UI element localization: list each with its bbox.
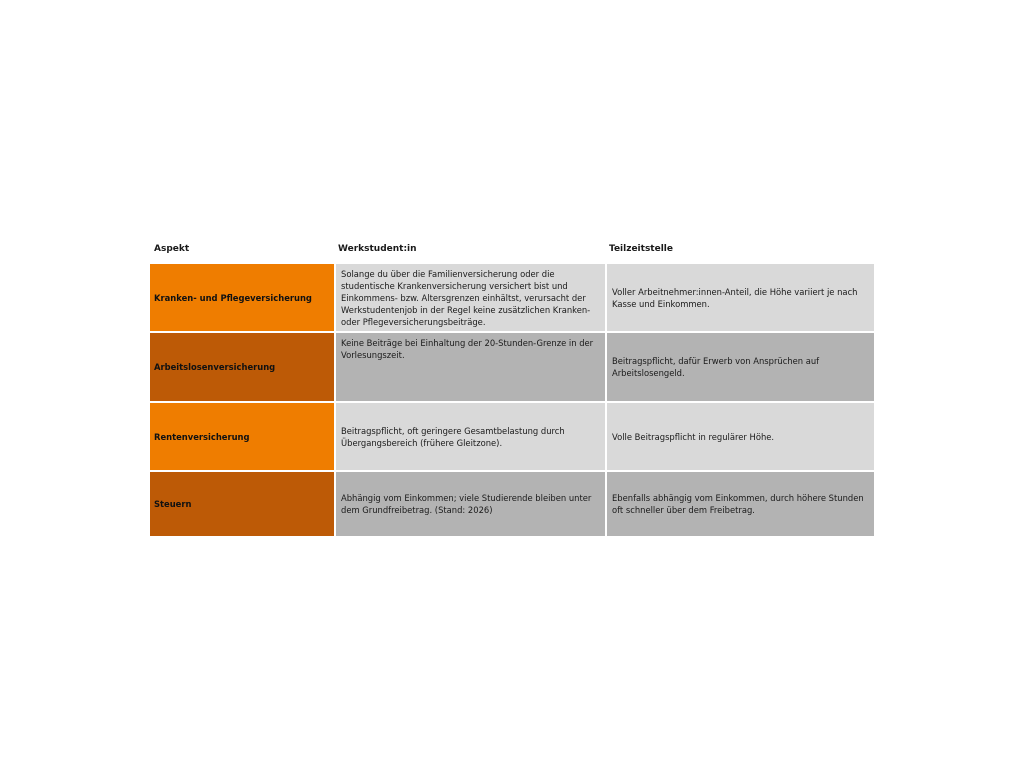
teilzeit-cell: Ebenfalls abhängig vom Einkommen, durch höhere Stunden oft schneller über dem Freibetrag. <box>605 472 874 536</box>
row-label: Steuern <box>150 472 334 536</box>
row-label: Rentenversicherung <box>150 403 334 470</box>
table-header-row <box>150 236 874 262</box>
header-werkstudent: Werkstudent:in <box>338 244 417 254</box>
werkstudent-cell: Keine Beiträge bei Einhaltung der 20-Stunden-Grenze in der Vorlesungszeit. <box>334 333 605 401</box>
teilzeit-cell: Voller Arbeitnehmer:innen-Anteil, die Höhe variiert je nach Kasse und Einkommen. <box>605 264 874 331</box>
werkstudent-cell: Abhängig vom Einkommen; viele Studierende bleiben unter dem Grundfreibetrag. (Stand: 2026) <box>334 472 605 536</box>
comparison-table <box>150 236 874 536</box>
table-row <box>150 333 874 401</box>
table-row <box>150 472 874 536</box>
header-aspekt: Aspekt <box>154 244 190 254</box>
row-label: Arbeitslosenversicherung <box>150 333 334 401</box>
teilzeit-cell: Volle Beitragspflicht in regulärer Höhe. <box>605 403 874 470</box>
werkstudent-cell: Beitragspflicht, oft geringere Gesamtbelastung durch Übergangsbereich (frühere Gleitzone). <box>334 403 605 470</box>
header-teilzeit: Teilzeitstelle <box>609 244 673 254</box>
row-label: Kranken- und Pflegeversicherung <box>150 264 334 331</box>
table-row <box>150 403 874 470</box>
table-row <box>150 264 874 331</box>
teilzeit-cell: Beitragspflicht, dafür Erwerb von Ansprüchen auf Arbeitslosengeld. <box>605 333 874 401</box>
werkstudent-cell: Solange du über die Familienversicherung oder die studentische Krankenversicherung versichert bist und Einkommens- bzw. Altersgrenzen einhältst, verursacht der Werkstudentenjob in der Regel keine zusätzlichen Kranken- oder Pflegeversicherungsbeiträge. <box>334 264 605 331</box>
